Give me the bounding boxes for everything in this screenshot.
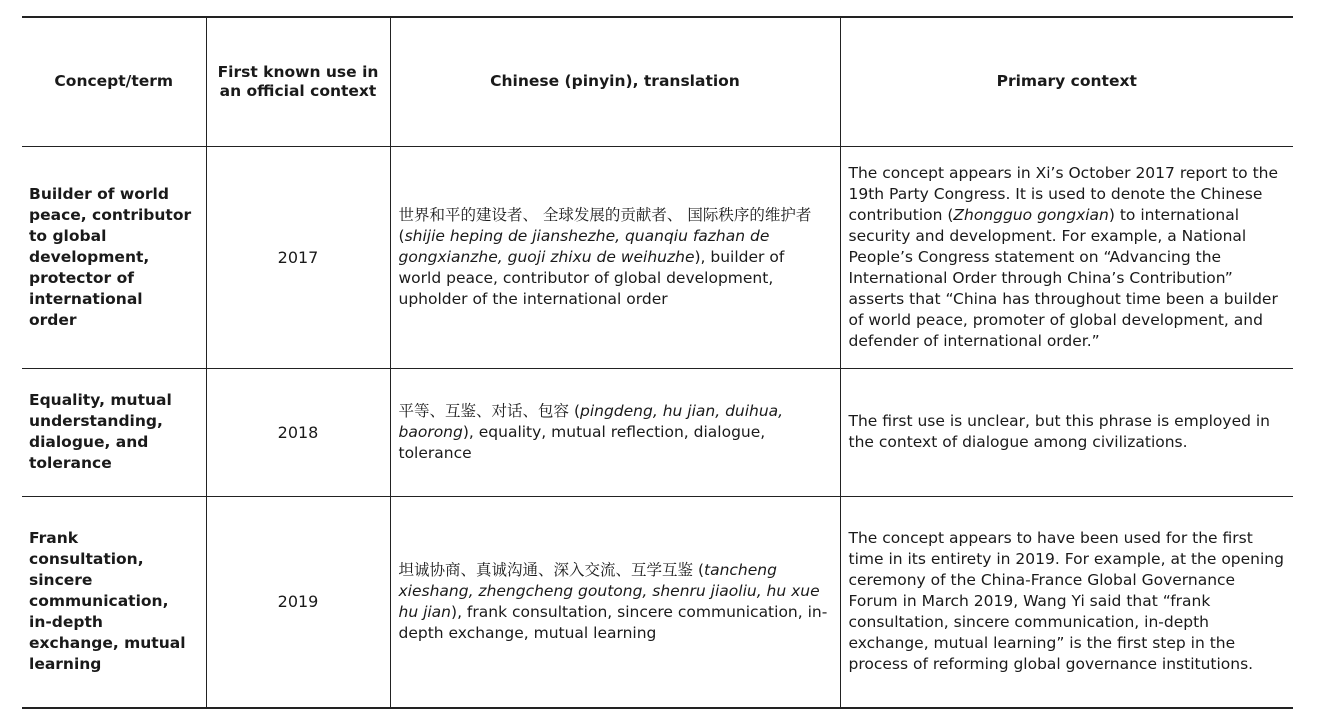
table-header [22, 17, 1293, 146]
table-row [22, 496, 1293, 708]
translation-text: ), equality, mutual reflection, dialogue, tolerance [398, 422, 766, 462]
context-text-before: The concept appears in Xi’s October 2017 report to the 19th Party Congress. It is used to denote the Chinese contribution ( [848, 163, 1279, 224]
header-row [22, 17, 1293, 146]
chinese-pinyin-translation-cell [390, 146, 840, 368]
first-use-year-cell: 2019 [206, 496, 390, 708]
concept-term-cell: Frank consultation, sincere communication, in-depth exchange, mutual learning [22, 496, 206, 708]
pinyin-text: shijie heping de jianshezhe, quanqiu fazhan de gongxianzhe, guoji zhixu de weihuzhe [398, 226, 770, 266]
chinese-characters: 平等、互鉴、对话、包容 [398, 401, 570, 420]
concepts-table-container [22, 16, 1293, 709]
concept-term-cell: Builder of world peace, contributor to global development, protector of international order [22, 146, 206, 368]
first-use-year-cell: 2018 [206, 368, 390, 496]
chinese-pinyin-translation-cell [390, 368, 840, 496]
header-first-known-use: First known use in an official context [206, 17, 390, 146]
chinese-characters: 坦诚协商、真诚沟通、深入交流、互学互鉴 [398, 560, 694, 579]
header-primary-context: Primary context [840, 17, 1293, 146]
primary-context-cell: The concept appears to have been used for the first time in its entirety in 2019. For example, at the opening ceremony of the China-France Global Governance Forum in March 2019, Wang Yi said that “frank consultation, sincere communication, in-depth exchange, mutual learning” is the first step in the process of reforming global governance institutions. [840, 496, 1293, 708]
translation-text: ), builder of world peace, contributor of global development, upholder of the international order [398, 247, 785, 308]
chinese-characters: 世界和平的建设者、 全球发展的贡献者、 国际秩序的维护者 [398, 205, 812, 224]
table-body [22, 146, 1293, 708]
first-use-year-cell: 2017 [206, 146, 390, 368]
primary-context-cell [840, 146, 1293, 368]
header-concept-term: Concept/term [22, 17, 206, 146]
pinyin-open-paren: ( [398, 226, 405, 245]
concepts-table [22, 16, 1293, 709]
header-chinese-pinyin-translation: Chinese (pinyin), translation [390, 17, 840, 146]
pinyin-text: tancheng xieshang, zhengcheng goutong, shenru jiaoliu, hu xue hu jian [398, 560, 820, 621]
pinyin-open-paren: ( [693, 560, 704, 579]
pinyin-text: pingdeng, hu jian, duihua, baorong [398, 401, 784, 441]
context-italic-term: Zhongguo gongxian [953, 205, 1109, 224]
primary-context-cell: The first use is unclear, but this phrase is employed in the context of dialogue among civilizations. [840, 368, 1293, 496]
concept-term-cell: Equality, mutual understanding, dialogue, and tolerance [22, 368, 206, 496]
context-text-after: ) to international security and development. For example, a National People’s Congress statement on “Advancing the International Order through China’s Contribution” asserts that “China has throughout time been a builder of world peace, promoter of global development, and defender of international order.” [848, 205, 1278, 350]
translation-text: ), frank consultation, sincere communication, in-depth exchange, mutual learning [398, 602, 828, 642]
chinese-pinyin-translation-cell [390, 496, 840, 708]
table-row [22, 368, 1293, 496]
pinyin-open-paren: ( [569, 401, 580, 420]
table-row [22, 146, 1293, 368]
